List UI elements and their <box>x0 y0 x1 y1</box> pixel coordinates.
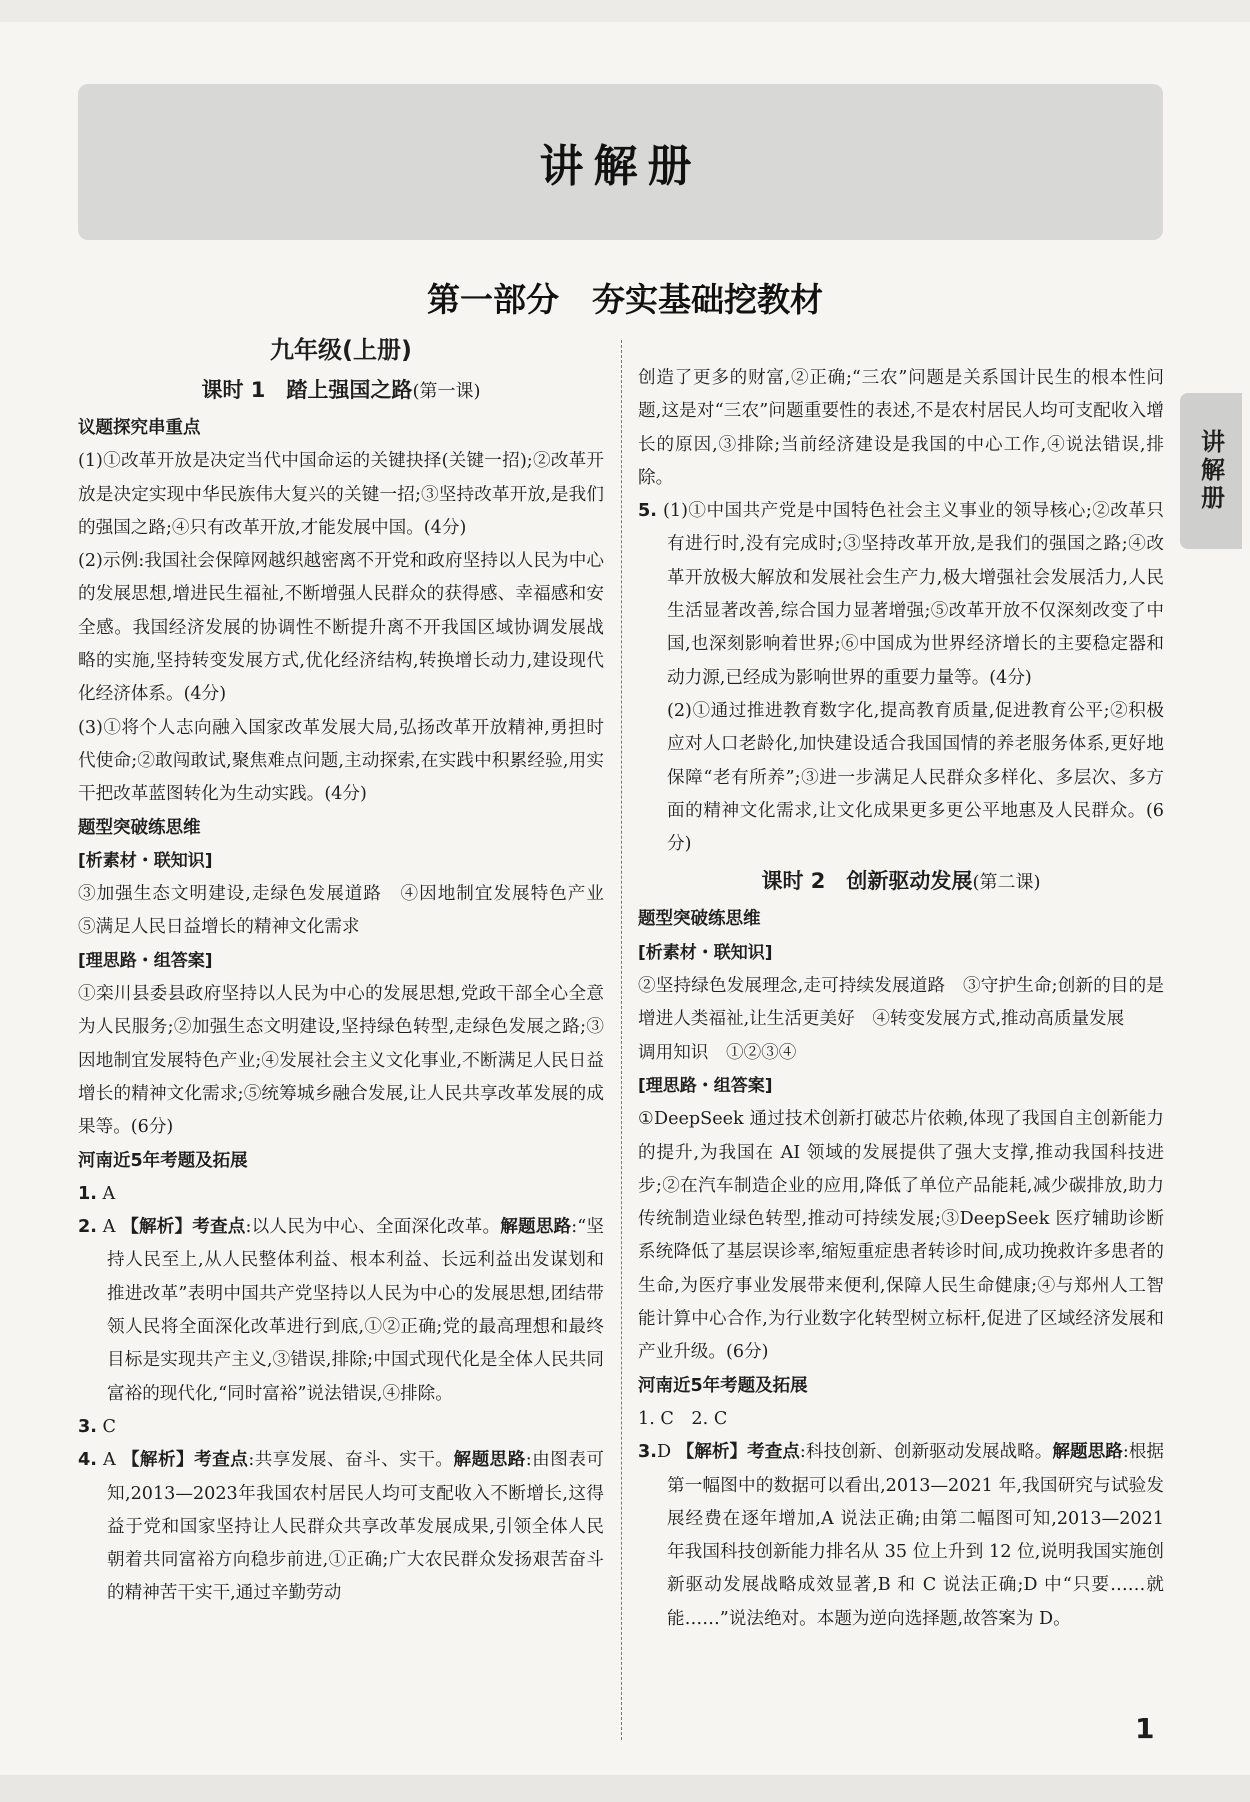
section-heading: 议题探究串重点 <box>78 418 201 438</box>
box-heading: [析素材・联知识] <box>638 942 773 963</box>
box-heading: [理思路・组答案] <box>638 1075 773 1096</box>
grade-title: 九年级(上册) <box>270 336 412 364</box>
page-number: 1 <box>1135 1712 1155 1745</box>
section-heading: 河南近5年考题及拓展 <box>78 1150 248 1171</box>
answer-item: 1. C 2. C <box>638 1408 728 1429</box>
lesson1-title: 课时 1 踏上强国之路(第一课) <box>201 378 481 402</box>
paragraph: (1)①改革开放是决定当代中国命运的关键抉择(关键一招);②改革开放是决定实现中华民族伟大复兴的关键一招;③坚持改革开放,是我们的强国之路;④只有改革开放,才能发展中国。(4分) <box>78 451 604 538</box>
paragraph: 调用知识 ①②③④ <box>638 1042 797 1063</box>
box-heading: [析素材・联知识] <box>78 850 213 871</box>
answer-item: 3. C <box>78 1416 116 1437</box>
paragraph: ①栾川县委县政府坚持以人民为中心的发展思想,党政干部全心全意为人民服务;②加强生态文明建设,坚持绿色转型,走绿色发展之路;③因地制宜发展特色产业;④发展社会主义文化事业,不断满足人民日益增长的精神文化需求;⑤统筹城乡融合发展,让人民共享改革发展的成果等。(6分) <box>78 984 604 1138</box>
column-divider <box>621 340 622 1740</box>
answer-item: 4. A 【解析】考查点:共享发展、奋斗、实干。解题思路:由图表可知,2013—2023年我国农村居民人均可支配收入不断增长,这得益于党和国家坚持让人民群众共享改革发展成果,引领全体人民朝着共同富裕方向稳步前进,①正确;广大农民群众发扬艰苦奋斗的精神苦干实干,通过辛勤劳动 <box>78 1450 604 1604</box>
paragraph: (2)示例:我国社会保障网越织越密离不开党和政府坚持以人民为中心的发展思想,增进民生福祉,不断增强人民群众的获得感、幸福感和安全感。我国经济发展的协调性不断提升离不开我国区域协调发展战略的实施,坚持转变发展方式,优化经济结构,转换增长动力,建设现代化经济体系。(4分) <box>78 551 604 705</box>
top-strip <box>0 0 1250 22</box>
header-banner <box>78 84 1163 240</box>
answer-item: 1. A <box>78 1183 116 1204</box>
answer-item: 2. A 【解析】考查点:以人民为中心、全面深化改革。解题思路:“坚持人民至上,从人民整体利益、根本利益、长远利益出发谋划和推进改革”表明中国共产党坚持以人民为中心的发展思想,团结带领人民将全面深化改革进行到底,①②正确;党的最高理想和最终目标是实现共产主义,③错误,排除;中国式现代化是全体人民共同富裕的现代化,“同时富裕”说法错误,④排除。 <box>78 1217 604 1404</box>
left-column <box>78 330 622 1611</box>
bottom-strip <box>0 1775 1250 1802</box>
banner-title: 讲解册 <box>539 141 702 192</box>
paragraph: ②坚持绿色发展理念,走可持续发展道路 ③守护生命;创新的目的是增进人类福祉,让生活更美好 ④转变发展方式,推动高质量发展 <box>638 976 1164 1030</box>
section-heading: 河南近5年考题及拓展 <box>638 1375 808 1396</box>
paragraph: 创造了更多的财富,②正确;“三农”问题是关系国计民生的根本性问题,这是对“三农”问题重要性的表述,不是农村居民人均可支配收入增长的原因,③排除;当前经济建设是我国的中心工作,④说法错误,排除。 <box>638 368 1164 488</box>
section-heading: 题型突破练思维 <box>638 909 761 930</box>
answer-item: 3.D 【解析】考查点:科技创新、创新驱动发展战略。解题思路:根据第一幅图中的数据可以看出,2013—2021 年,我国研究与试验发展经费在逐年增加,A 说法正确;由第二幅图可知,2013—2021 年我国科技创新能力排名从 35 位上升到 12 位,说明我国实施创新驱动发展战略成效显著,B 和 C 说法正确;D 中“只要……就能……”说法绝对。本题为逆向选择题,故答案为 D。 <box>638 1442 1164 1629</box>
box-heading: [理思路・组答案] <box>78 950 213 971</box>
section-heading: 题型突破练思维 <box>78 817 201 838</box>
paragraph: (3)①将个人志向融入国家改革发展大局,弘扬改革开放精神,勇担时代使命;②敢闯敢试,聚焦难点问题,主动探索,在实践中积累经验,用实干把改革蓝图转化为生动实践。(4分) <box>78 717 604 805</box>
paragraph: ③加强生态文明建设,走绿色发展道路 ④因地制宜发展特色产业 ⑤满足人民日益增长的精神文化需求 <box>78 884 622 938</box>
side-tab: 讲解册 <box>1180 393 1242 549</box>
part-title: 第一部分 夯实基础挖教材 <box>427 280 823 319</box>
answer-item: 5. (1)①中国共产党是中国特色社会主义事业的领导核心;②改革只有进行时,没有完成时;③坚持改革开放,是我们的强国之路;④改革开放极大解放和发展社会生产力,极大增强社会发展活力,人民生活显著改善,综合国力显著增强;⑤改革开放不仅深刻改变了中国,也深刻影响着世界;⑥中国成为世界经济增长的主要稳定器和动力源,已经成为影响世界的重要力量等。(4分) <box>638 501 1165 688</box>
lesson2-title: 课时 2 创新驱动发展(第二课) <box>761 869 1041 894</box>
paragraph: (2)①通过推进教育数字化,提高教育质量,促进教育公平;②积极应对人口老龄化,加快建设适合我国国情的养老服务体系,更好地保障“老有所养”;③进一步满足人民群众多样化、多层次、多方面的精神文化需求,让文化成果更多更公平地惠及人民群众。(6分) <box>667 700 1164 855</box>
right-column <box>638 362 1164 1636</box>
paragraph: ①DeepSeek 通过技术创新打破芯片依赖,体现了我国自主创新能力的提升,为我国在 AI 领域的发展提供了强大支撑,推动我国科技进步;②在汽车制造企业的应用,降低了单位产品能耗,减少碳排放,助力传统制造业绿色转型,推动可持续发展;③DeepSeek 医疗辅助诊断系统降低了基层误诊率,缩短重症患者转诊时间,成功挽救许多患者的生命,为医疗事业发展带来便利,保障人民生命健康;④与郑州人工智能计算中心合作,为行业数字化转型树立标杆,促进了区域经济发展和产业升级。(6分) <box>638 1109 1164 1363</box>
